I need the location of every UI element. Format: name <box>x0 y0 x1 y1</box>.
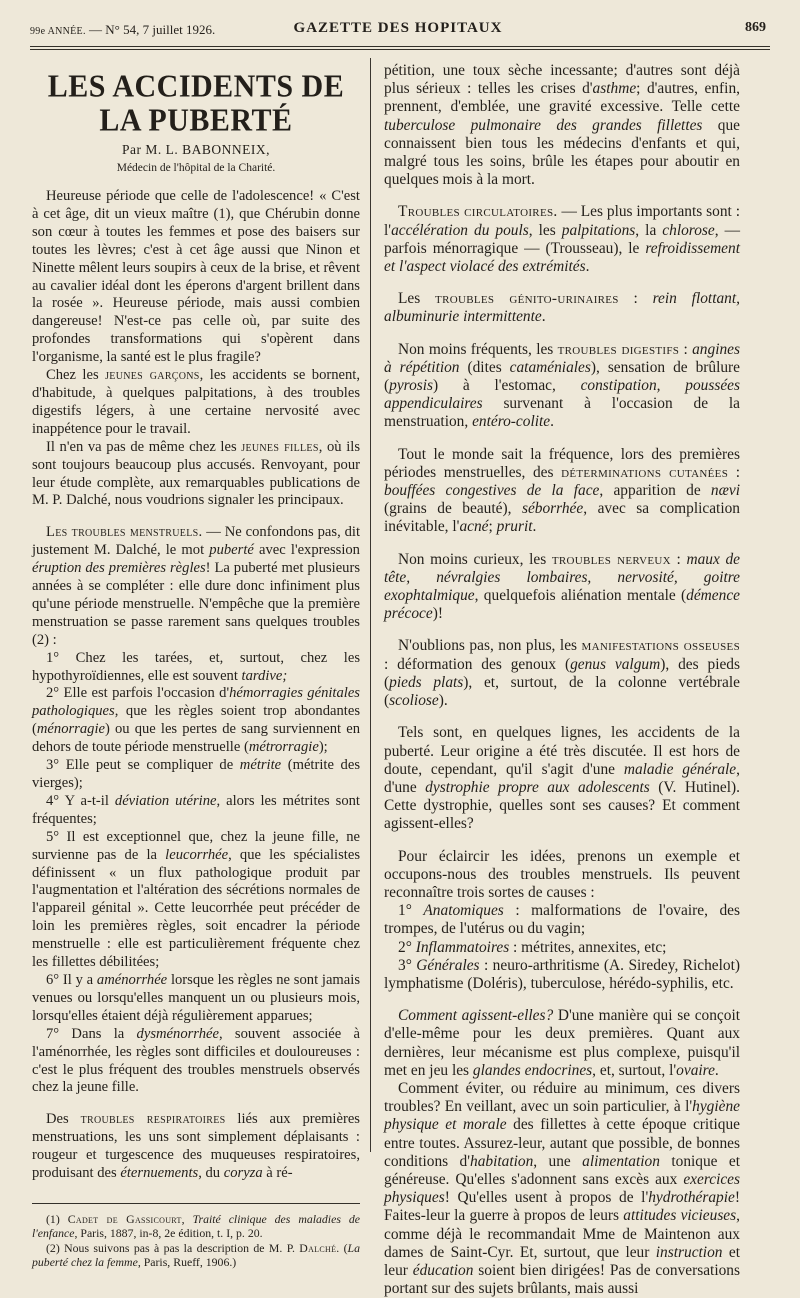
footnote-2: (2) Nous suivons pas à pas la description de M. P. Dalché. (La puberté chez la femme, Paris, Rueff, 1906.) <box>32 1240 360 1270</box>
page-number: 869 <box>745 20 766 35</box>
list-item: 2° Elle est parfois l'occasion d'hémorragies génitales pathologiques, que les règles soient trop abondantes (ménorragie) ou que les pertes de sang surviennent en dehors de toute période menstruelle (métrorragie); <box>32 685 360 756</box>
list-item: 3° Générales : neuro-arthritisme (A. Siredey, Richelot) lymphatisme (Doléris), tuberculose, hérédo-syphilis, etc. <box>384 956 740 992</box>
section-nervous: Non moins curieux, les troubles nerveux : maux de tête, névralgies lombaires, nervosité, goitre exophtalmique, quelquefois aliénation mentale (démence précoce)! <box>384 550 740 623</box>
column-separator <box>370 58 371 1152</box>
article-title: LES ACCIDENTS DE LA PUBERTÉ <box>47 69 345 138</box>
section-respiratory: Des troubles respiratoires liés aux premières menstruations, les uns sont simplement déplaisants : rougeur et turgescence des muqueuses respiratoires, produisant des éternuements, du coryza à ré- <box>32 1111 360 1182</box>
list-item: 1° Anatomiques : malformations de l'ovaire, des trompes, de l'utérus ou du vagin; <box>384 902 740 938</box>
list-item: 4° Y a-t-il déviation utérine, alors les métrites sont fréquentes; <box>32 792 360 827</box>
section-digestive: Non moins fréquents, les troubles digestifs : angines à répétition (dites cataméniales), sensation de brûlure (pyrosis) à l'estomac, constipation, poussées appendiculaires survenant à l'occasion de la menstruation, entéro-colite. <box>384 340 741 431</box>
list-item: 6° Il y a aménorrhée lorsque les règles ne sont jamais venues ou lorsqu'elles manquent un ou plusieurs mois, lorsqu'elles étaient déjà régulièrement apparues; <box>32 971 360 1024</box>
article-author: Par M. L. BABONNEIX, <box>122 142 270 157</box>
paragraph-causes: Pour éclaircir les idées, prenons un exemple et occupons-nous des troubles menstruels. Ils peuvent reconnaître trois sortes de causes : <box>384 847 740 901</box>
footnote-1: (1) Cadet de Gassicourt, Traité clinique des maladies de l'enfance, Paris, 1887, in-8, 2e édition, t. I, p. 20. <box>32 1211 360 1241</box>
section-circulatory: Troubles circulatoires. — Les plus importants sont : l'accélération du pouls, les palpitations, la chlorose, — parfois ménorragique — (Trousseau), le refroidissement et l'aspect violacé des extrémités. <box>384 203 740 276</box>
section-heading: Les troubles menstruels. <box>46 524 203 541</box>
footnote-rule <box>32 1203 360 1204</box>
journal-title: GAZETTE DES HOPITAUX <box>293 20 503 36</box>
paragraph-intro: Heureuse période que celle de l'adolescence! « C'est à cet âge, dit un vieux maître (1), que Chérubin donne son cœur à toutes les femmes et pose des baisers sur toutes les lèvres; c'est à cet âge aussi que Ninon et Ninette mêlent leurs soupirs à ceux de la brise, et rêvent au cavalier idéal dont les éperons d'argent brillent dans la rosée ». Heureuse période, mais aussi combien dangereuse! N'est-ce pas celle où, par suite des profondes transformations qui s'opèrent dans l'organisme, la santé est le plus fragile? <box>32 188 360 366</box>
list-item: 5° Il est exceptionnel que, chez la jeune fille, ne survienne pas de la leucorrhée, que les spécialistes définissent « un flux pathologique produit par l'augmentation et l'altération des sécrétions normales de l'appareil génital ». Cette leucorrhée peut précéder de loin les premières règles, soit encadrer la période menstruelle : elle est particulièrement fréquente chez les fillettes débilitées; <box>32 828 360 971</box>
author-affiliation: Médecin de l'hôpital de la Charité. <box>116 162 276 174</box>
paragraph-girls: Il n'en va pas de même chez les jeunes filles, où ils sont toujours beaucoup plus accusés. Renvoyant, pour leur étude complète, aux remarquables publications de M. P. Dalché, nous voudrions signaler les principaux. <box>32 438 361 509</box>
list-item: 2° Inflammatoires : métrites, annexites, etc; <box>398 938 667 956</box>
section-genito-urinary: Les troubles génito-urinaires : rein flottant, albuminurie intermittente. <box>384 290 740 326</box>
list-item: 3° Elle peut se compliquer de métrite (métrite des vierges); <box>32 757 360 791</box>
section-bone: N'oublions pas, non plus, les manifestations osseuses : déformation des genoux (genus valgum), des pieds (pieds plats), et, surtout, de la colonne vertébrale (scoliose). <box>384 637 740 710</box>
left-column <box>32 62 360 1270</box>
page-header <box>30 18 766 44</box>
section-heading: Troubles circulatoires. <box>398 203 558 221</box>
paragraph-respiratory-cont: pétition, une toux sèche incessante; d'autres sont déjà plus sérieux : telles les crises d'asthme; d'autres, enfin, prennent, d'emblée, une gravité excessive. Telle cette tuberculose pulmonaire des grandes fillettes que connaissent bien tous les médecins d'enfants et qui, malgré tous les soins, brûle les étapes pour aboutir en quelques mois à la mort. <box>384 62 740 189</box>
header-rule <box>30 46 770 47</box>
paragraph-boys: Chez les jeunes garçons, les accidents se bornent, d'habitude, à quelques palpitations, à des troubles digestifs légers, à une certaine nervosité avec inappétence pour le travail. <box>32 367 361 437</box>
right-column <box>384 62 740 1298</box>
issue-date: — N° 54, 7 juillet 1926. <box>89 22 216 37</box>
paragraph-origin: Tels sont, en quelques lignes, les accidents de la puberté. Leur origine a été très discutée. Il est hors de doute, cependant, qu'il s'agit d'une maladie générale, d'une dystrophie propre aux adolescents (V. Hutinel). Cette dystrophie, quelles sont ses causes? Et comment agissent-elles? <box>384 724 740 833</box>
header-rule-double <box>30 49 770 50</box>
year-label: 99e ANNÉE. <box>30 26 86 37</box>
paragraph-prevention: Comment éviter, ou réduire au minimum, ces divers troubles? En veillant, avec un soin particulier, à l'hygiène physique et morale des fillettes à cette époque critique entre toutes. Assurez-leur, autant que possible, de bonnes conditions d'habitation, une alimentation tonique et généreuse. Qu'elles s'adonnent sans excès aux exercices physiques! Qu'elles usent à propos de l'hydrothérapie! Faites-leur la guerre à propos de leurs attitudes vicieuses, comme déjà le recommandait Mme de Maintenon aux dames de Saint-Cyr. Et, surtout, que leur instruction et leur éducation soient bien dirigées! Pas de conversations portant sur des sujets brûlants, mais aussi <box>384 1079 741 1298</box>
list-item: 7° Dans la dysménorrhée, souvent associée à l'aménorrhée, les règles sont difficiles et douloureuses : c'est le plus fréquent des troubles menstruels observés chez la jeune fille. <box>32 1025 360 1096</box>
list-item: 1° Chez les tarées, et, surtout, chez les hypothyroïdiennes, elle est souvent tardive; <box>32 649 360 684</box>
paragraph-mechanism: Comment agissent-elles? D'une manière qui se conçoit d'elle-même pour les deux premières. Quant aux dernières, leur mécanisme est plus complexe, puisqu'il met en jeu les glandes endocrines, et, surtout, l'ovaire. <box>384 1007 741 1079</box>
section-menstrual: Les troubles menstruels. — Ne confondons pas, dit justement M. Dalché, le mot puberté avec l'expression éruption des premières règles! La puberté met plusieurs années à se compléter : elle dure donc infiniment plus qu'une période menstruelle. N'empêche que la première menstruation se passe rarement sans quelques troubles (2) : <box>32 524 361 648</box>
section-cutaneous: Tout le monde sait la fréquence, lors des premières périodes menstruelles, des déterminations cutanées : bouffées congestives de la face, apparition de nævi (grains de beauté), séborrhée, avec sa complication inévitable, l'acné; prurit. <box>384 445 741 536</box>
